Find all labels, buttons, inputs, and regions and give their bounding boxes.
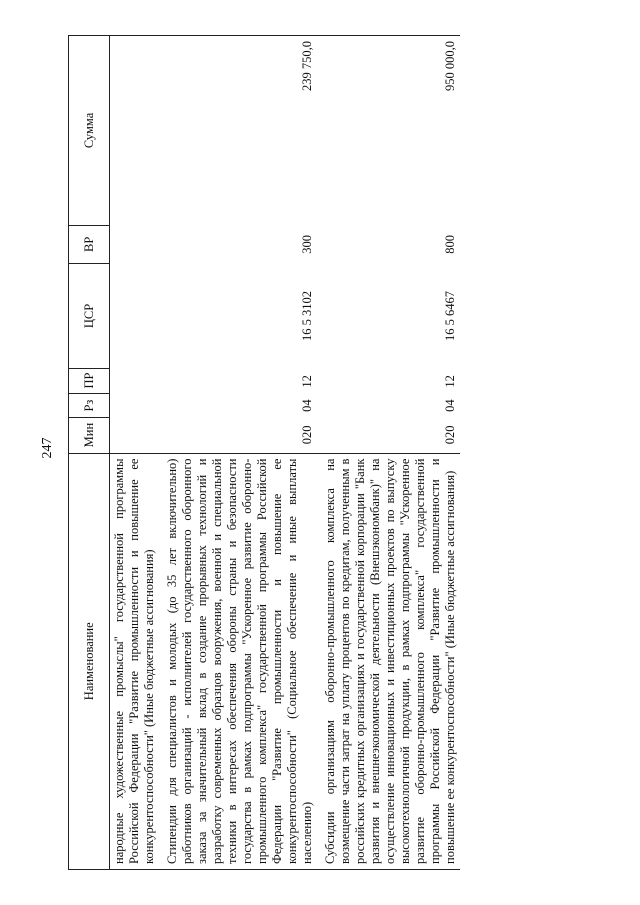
row-name: Субсидии организациям оборонно-промышленного комплекса на возмещение части затрат на уплату процентов по кредитам, полученным в российских кредитных организациях и государственной корпорации "Банк развития и внешнеэкономической деятельности (Внешэкономбанк)" на осуществление инновационных и инвестиционных проектов по выпуску высокотехнологичной продукции, в рамках подпрограммы "Ускоренное развитие оборонно-промышленного комплекса" государственной программы Российской Федерации "Развитие промышленности и повышение ее конкурентоспособности" (Иные бюджетные ассигнования): [317, 453, 460, 869]
header-min: Мин: [69, 417, 110, 453]
table-row: [159, 36, 317, 870]
header-csr: ЦСР: [69, 263, 110, 368]
header-name: Наименование: [69, 453, 110, 869]
budget-table-sheet: [68, 35, 608, 870]
row-sum: [110, 36, 160, 226]
row-rz: [110, 394, 160, 417]
row-min: [110, 417, 160, 453]
row-csr: 16 5 6467: [443, 291, 457, 341]
row-sum: 239 750,0: [159, 36, 317, 226]
row-vr: [110, 225, 160, 263]
table-header-row: [69, 36, 110, 870]
header-vr: ВР: [69, 225, 110, 263]
row-vr: 800: [443, 234, 457, 254]
budget-table: [68, 35, 460, 870]
row-rz: 04: [443, 399, 457, 412]
row-min: 020: [300, 425, 314, 445]
header-rz: Рз: [69, 394, 110, 417]
page-number: 247: [40, 437, 55, 459]
row-pr: 12: [443, 375, 457, 388]
table-row: [317, 36, 460, 870]
header-pr: ПР: [69, 369, 110, 394]
row-vr: 300: [300, 234, 314, 254]
row-csr: 16 5 3102: [300, 291, 314, 341]
header-sum: Сумма: [69, 36, 110, 226]
row-name: Стипендии для специалистов и молодых (до 35 лет включительно) работников организаций - исполнителей государственного оборонного заказа за значительный вклад в создание прорывных технологий и разработку современных образцов вооружения, военной и специальной техники в интересах обеспечения обороны страны и безопасности государства в рамках подпрограммы "Ускоренное развитие оборонно-промышленного комплекса" государственной программы Российской Федерации "Развитие промышленности и повышение ее конкурентоспособности" (Социальное обеспечение и иные выплаты населению): [159, 453, 317, 869]
row-csr: [110, 263, 160, 368]
row-rz: 04: [300, 399, 314, 412]
row-pr: 12: [300, 375, 314, 388]
row-name: народные художественные промыслы" государственной программы Российской Федерации "Развитие промышленности и повышение ее конкурентоспособности" (Иные бюджетные ассигнования): [110, 453, 160, 869]
row-pr: [110, 369, 160, 394]
row-sum: 950 000,0: [317, 36, 460, 226]
row-min: 020: [443, 425, 457, 445]
table-row: [110, 36, 160, 870]
